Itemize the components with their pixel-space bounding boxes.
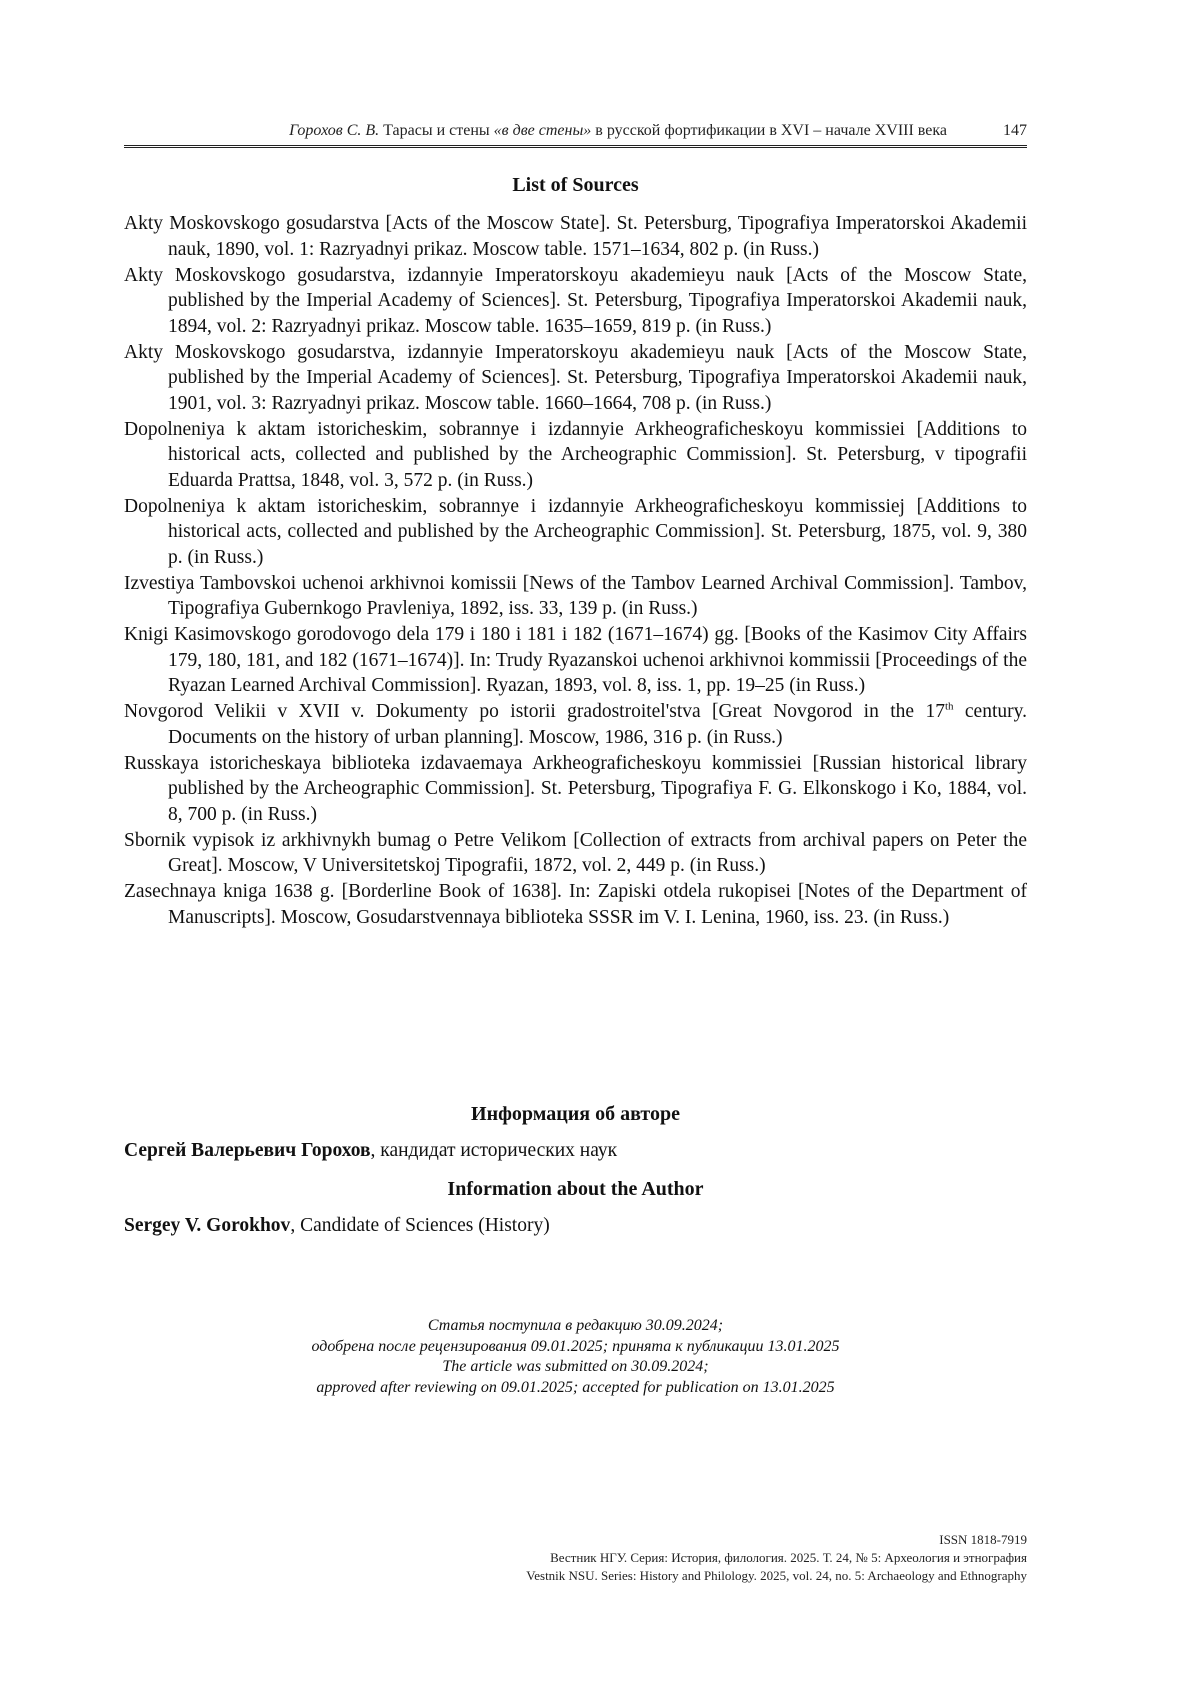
page-footer	[526, 1531, 1027, 1585]
footer-journal-ru: Вестник НГУ. Серия: История, филология. 2025. Т. 24, № 5: Археология и этнография	[526, 1549, 1027, 1567]
dates-en-line1: The article was submitted on 30.09.2024;	[124, 1357, 1027, 1378]
running-head-author: Горохов С. В.	[289, 122, 379, 139]
sources-title: List of Sources	[124, 174, 1027, 197]
author-info-title-en: Information about the Author	[124, 1178, 1027, 1201]
footer-issn: ISSN 1818-7919	[526, 1531, 1027, 1549]
author-name-en: Sergey V. Gorokhov	[124, 1215, 290, 1236]
running-head-title	[289, 122, 947, 140]
source-item: Dopolneniya k aktam istoricheskim, sobrannye i izdannyie Arkheograficheskoyu kommissiej [Additions to historical acts, collected and published by the Archeographic Commission]. St. Petersburg, 1875, vol. 9, 380 p. (in Russ.)	[124, 494, 1027, 571]
source-item: Izvestiya Tambovskoi uchenoi arkhivnoi komissii [News of the Tambov Learned Archival Commission]. Tambov, Tipografiya Gubernkogo Pravleniya, 1892, iss. 33, 139 p. (in Russ.)	[124, 571, 1027, 622]
source-item: Knigi Kasimovskogo gorodovogo dela 179 i 180 i 181 i 182 (1671–1674) gg. [Books of the Kasimov City Affairs 179, 180, 181, and 182 (1671–1674)]. In: Trudy Ryazanskoi uchenoi arkhivnoi kommissii [Proceedings of the Ryazan Learned Archival Commission]. Ryazan, 1893, vol. 8, iss. 1, pp. 19–25 (in Russ.)	[124, 622, 1027, 699]
running-head-article-title: Тарасы и стены «в две стены» в русской фортификации в XVI – начале XVIII века	[379, 122, 947, 139]
source-item: Dopolneniya k aktam istoricheskim, sobrannye i izdannyie Arkheograficheskoyu kommissiei [Additions to historical acts, collected and published by the Archeographic Commission]. St. Petersburg, v tipografii Eduarda Prattsa, 1848, vol. 3, 572 p. (in Russ.)	[124, 417, 1027, 494]
dates-en-line2: approved after reviewing on 09.01.2025; accepted for publication on 13.01.2025	[124, 1378, 1027, 1399]
author-line-ru	[124, 1140, 1027, 1162]
footer-journal-en: Vestnik NSU. Series: History and Philology. 2025, vol. 24, no. 5: Archaeology and Ethnography	[526, 1567, 1027, 1585]
source-item: Zasechnaya kniga 1638 g. [Borderline Book of 1638]. In: Zapiski otdela rukopisei [Notes of the Department of Manuscripts]. Moscow, Gosudarstvennaya biblioteka SSSR im V. I. Lenina, 1960, iss. 23. (in Russ.)	[124, 879, 1027, 930]
submission-dates	[124, 1316, 1027, 1398]
page-number: 147	[1003, 122, 1027, 140]
source-item: Sbornik vypisok iz arkhivnykh bumag o Petre Velikom [Collection of extracts from archival papers on Peter the Great]. Moscow, V Universitetskoj Tipografii, 1872, vol. 2, 449 p. (in Russ.)	[124, 828, 1027, 879]
author-info-title-ru: Информация об авторе	[124, 1103, 1027, 1126]
source-item: Akty Moskovskogo gosudarstva, izdannyie Imperatorskoyu akademieyu nauk [Acts of the Moscow State, published by the Imperial Academy of Sciences]. St. Petersburg, Tipografiya Imperatorskoi Akademii nauk, 1901, vol. 3: Razryadnyi prikaz. Moscow table. 1660–1664, 708 p. (in Russ.)	[124, 340, 1027, 417]
author-line-en	[124, 1215, 1027, 1237]
dates-ru-line2: одобрена после рецензирования 09.01.2025; принята к публикации 13.01.2025	[124, 1337, 1027, 1358]
source-item: Akty Moskovskogo gosudarstva, izdannyie Imperatorskoyu akademieyu nauk [Acts of the Moscow State, published by the Imperial Academy of Sciences]. St. Petersburg, Tipografiya Imperatorskoi Akademii nauk, 1894, vol. 2: Razryadnyi prikaz. Moscow table. 1635–1659, 819 p. (in Russ.)	[124, 263, 1027, 340]
author-credentials-ru: , кандидат исторических наук	[371, 1140, 618, 1161]
sources-list	[124, 211, 1027, 931]
source-item: Akty Moskovskogo gosudarstva [Acts of the Moscow State]. St. Petersburg, Tipografiya Imperatorskoi Akademii nauk, 1890, vol. 1: Razryadnyi prikaz. Moscow table. 1571–1634, 802 p. (in Russ.)	[124, 211, 1027, 262]
dates-ru-line1: Статья поступила в редакцию 30.09.2024;	[124, 1316, 1027, 1337]
superscript-th: th	[945, 701, 954, 713]
header-rule	[124, 145, 1027, 148]
author-credentials-en: , Candidate of Sciences (History)	[290, 1215, 549, 1236]
source-item: Novgorod Velikii v XVII v. Dokumenty po istorii gradostroitel'stva [Great Novgorod in the 17th century. Documents on the history of urban planning]. Moscow, 1986, 316 p. (in Russ.)	[124, 699, 1027, 750]
author-name-ru: Сергей Валерьевич Горохов	[124, 1140, 371, 1161]
source-item: Russkaya istoricheskaya biblioteka izdavaemaya Arkheograficheskoyu kommissiei [Russian historical library published by the Archeographic Commission]. St. Petersburg, Tipografiya F. G. Elkonskogo i Ko, 1884, vol. 8, 700 p. (in Russ.)	[124, 751, 1027, 828]
